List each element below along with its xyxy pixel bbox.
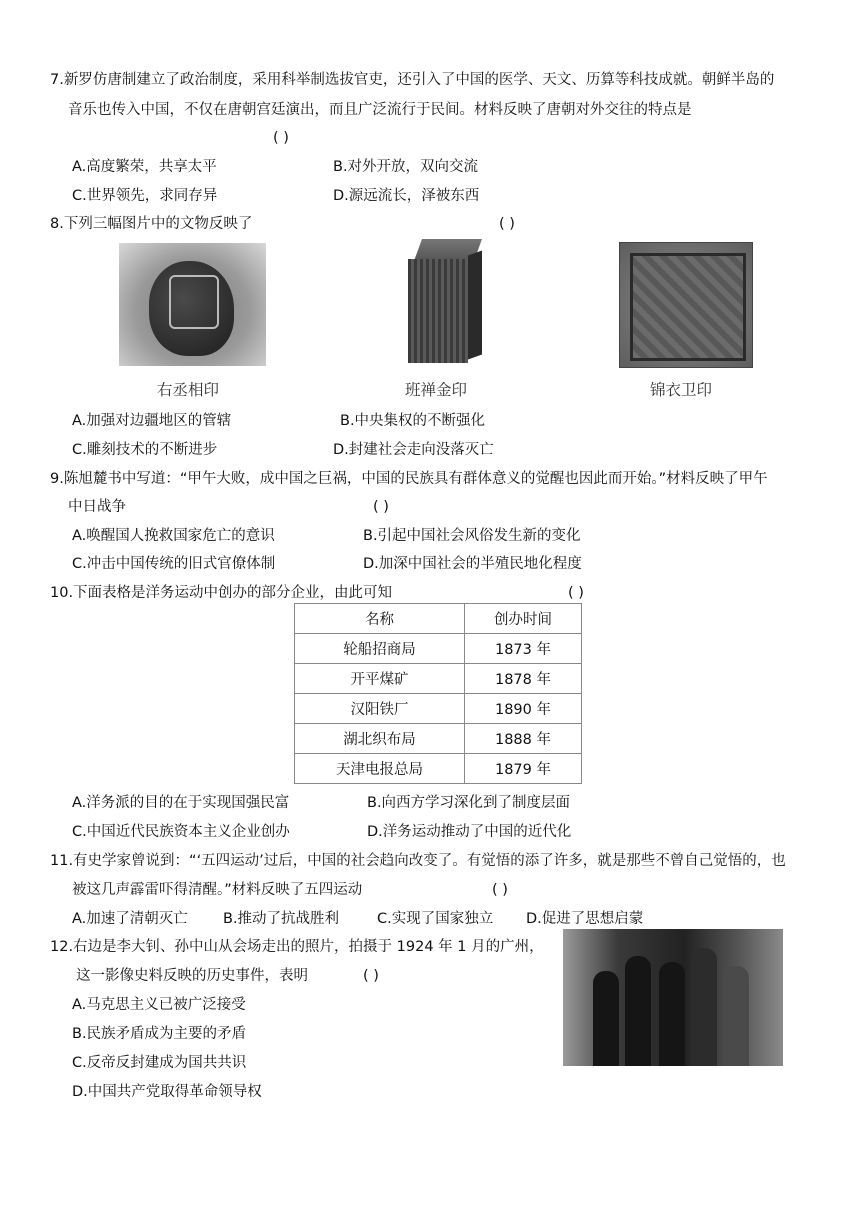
table-header: 名称 [295,604,465,634]
q7-stem-line1: 7.新罗仿唐制建立了政治制度，采用科举制选拔官吏，还引入了中国的医学、天文、历算等科技成就。朝鲜半岛的 [50,72,775,88]
q10-option-b: B.向西方学习深化到了制度层面 [367,795,571,811]
q7-answer-paren: ( ) [273,130,289,146]
q10-stem: 10.下面表格是洋务运动中创办的部分企业，由此可知 [50,585,393,601]
q11-stem-line1: 11.有史学家曾说到：“‘五四运动’过后，中国的社会趋向改变了。有觉悟的添了许多，就是那些不曾自己觉悟的，也 [50,853,786,869]
q10-option-d: D.洋务运动推动了中国的近代化 [367,824,572,840]
table-row [295,634,582,664]
table-cell: 汉阳铁厂 [295,694,465,724]
q12-option-a: A.马克思主义已被广泛接受 [72,997,246,1013]
q9-option-b: B.引起中国社会风俗发生新的变化 [363,528,581,544]
q8-option-d: D.封建社会走向没落灭亡 [333,442,494,458]
seal-photo-3 [619,242,753,368]
q11-option-a: A.加速了清朝灭亡 [72,911,188,927]
q10-option-c: C.中国近代民族资本主义企业创办 [72,824,290,840]
table-cell: 1878 年 [465,664,582,694]
table-row [295,664,582,694]
q12-option-d: D.中国共产党取得革命领导权 [72,1084,262,1100]
q8-option-c: C.雕刻技术的不断进步 [72,442,218,458]
q9-stem-line1: 9.陈旭麓书中写道：“甲午大败，成中国之巨祸，中国的民族具有群体意义的觉醒也因此而开始。”材料反映了甲午 [50,471,768,487]
q11-option-d: D.促进了思想启蒙 [526,911,644,927]
table-cell: 1873 年 [465,634,582,664]
q11-answer-paren: ( ) [492,882,508,898]
q7-option-c: C.世界领先，求同存异 [72,188,218,204]
table-cell: 1888 年 [465,724,582,754]
q8-stem: 8.下列三幅图片中的文物反映了 [50,216,253,232]
table-header-row [295,604,582,634]
q9-stem-line2: 中日战争 [68,499,126,515]
seal-caption-2: 班禅金印 [405,381,468,399]
q12-answer-paren: ( ) [363,968,379,984]
table-row [295,694,582,724]
seal-caption-3: 锦衣卫印 [650,381,713,399]
q12-option-c: C.反帝反封建成为国共共识 [72,1055,247,1071]
table-row [295,724,582,754]
table-cell: 湖北织布局 [295,724,465,754]
table-cell: 天津电报总局 [295,754,465,784]
seal-photo-1 [119,243,266,366]
q12-stem-line2: 这一影像史料反映的历史事件，表明 [76,968,308,984]
table-row [295,754,582,784]
table-cell: 1879 年 [465,754,582,784]
q12-stem-line1: 12.右边是李大钊、孙中山从会场走出的照片，拍摄于 1924 年 1 月的广州， [50,939,544,955]
enterprise-table [294,603,582,784]
q8-option-a: A.加强对边疆地区的管辖 [72,413,232,429]
seal-photo-2 [408,239,483,365]
q11-stem-line2: 被这几声霹雷吓得清醒。”材料反映了五四运动 [72,882,363,898]
q10-answer-paren: ( ) [568,585,584,601]
q8-answer-paren: ( ) [499,216,515,232]
historical-photo-1924 [563,929,783,1066]
q11-option-b: B.推动了抗战胜利 [223,911,340,927]
table-cell: 1890 年 [465,694,582,724]
q10-option-a: A.洋务派的目的在于实现国强民富 [72,795,290,811]
q9-option-d: D.加深中国社会的半殖民地化程度 [363,556,582,572]
q7-stem-line2: 音乐也传入中国，不仅在唐朝宫廷演出，而且广泛流行于民间。材料反映了唐朝对外交往的特点是 [68,102,692,118]
q9-answer-paren: ( ) [373,499,389,515]
q9-option-a: A.唤醒国人挽救国家危亡的意识 [72,528,275,544]
q11-option-c: C.实现了国家独立 [377,911,494,927]
table-cell: 轮船招商局 [295,634,465,664]
q7-option-b: B.对外开放，双向交流 [333,159,479,175]
seal-caption-1: 右丞相印 [157,381,220,399]
q7-option-a: A.高度繁荣，共享太平 [72,159,217,175]
q12-option-b: B.民族矛盾成为主要的矛盾 [72,1026,247,1042]
q8-option-b: B.中央集权的不断强化 [340,413,486,429]
table-header: 创办时间 [465,604,582,634]
table-cell: 开平煤矿 [295,664,465,694]
q9-option-c: C.冲击中国传统的旧式官僚体制 [72,556,276,572]
q7-option-d: D.源远流长，泽被东西 [333,188,480,204]
